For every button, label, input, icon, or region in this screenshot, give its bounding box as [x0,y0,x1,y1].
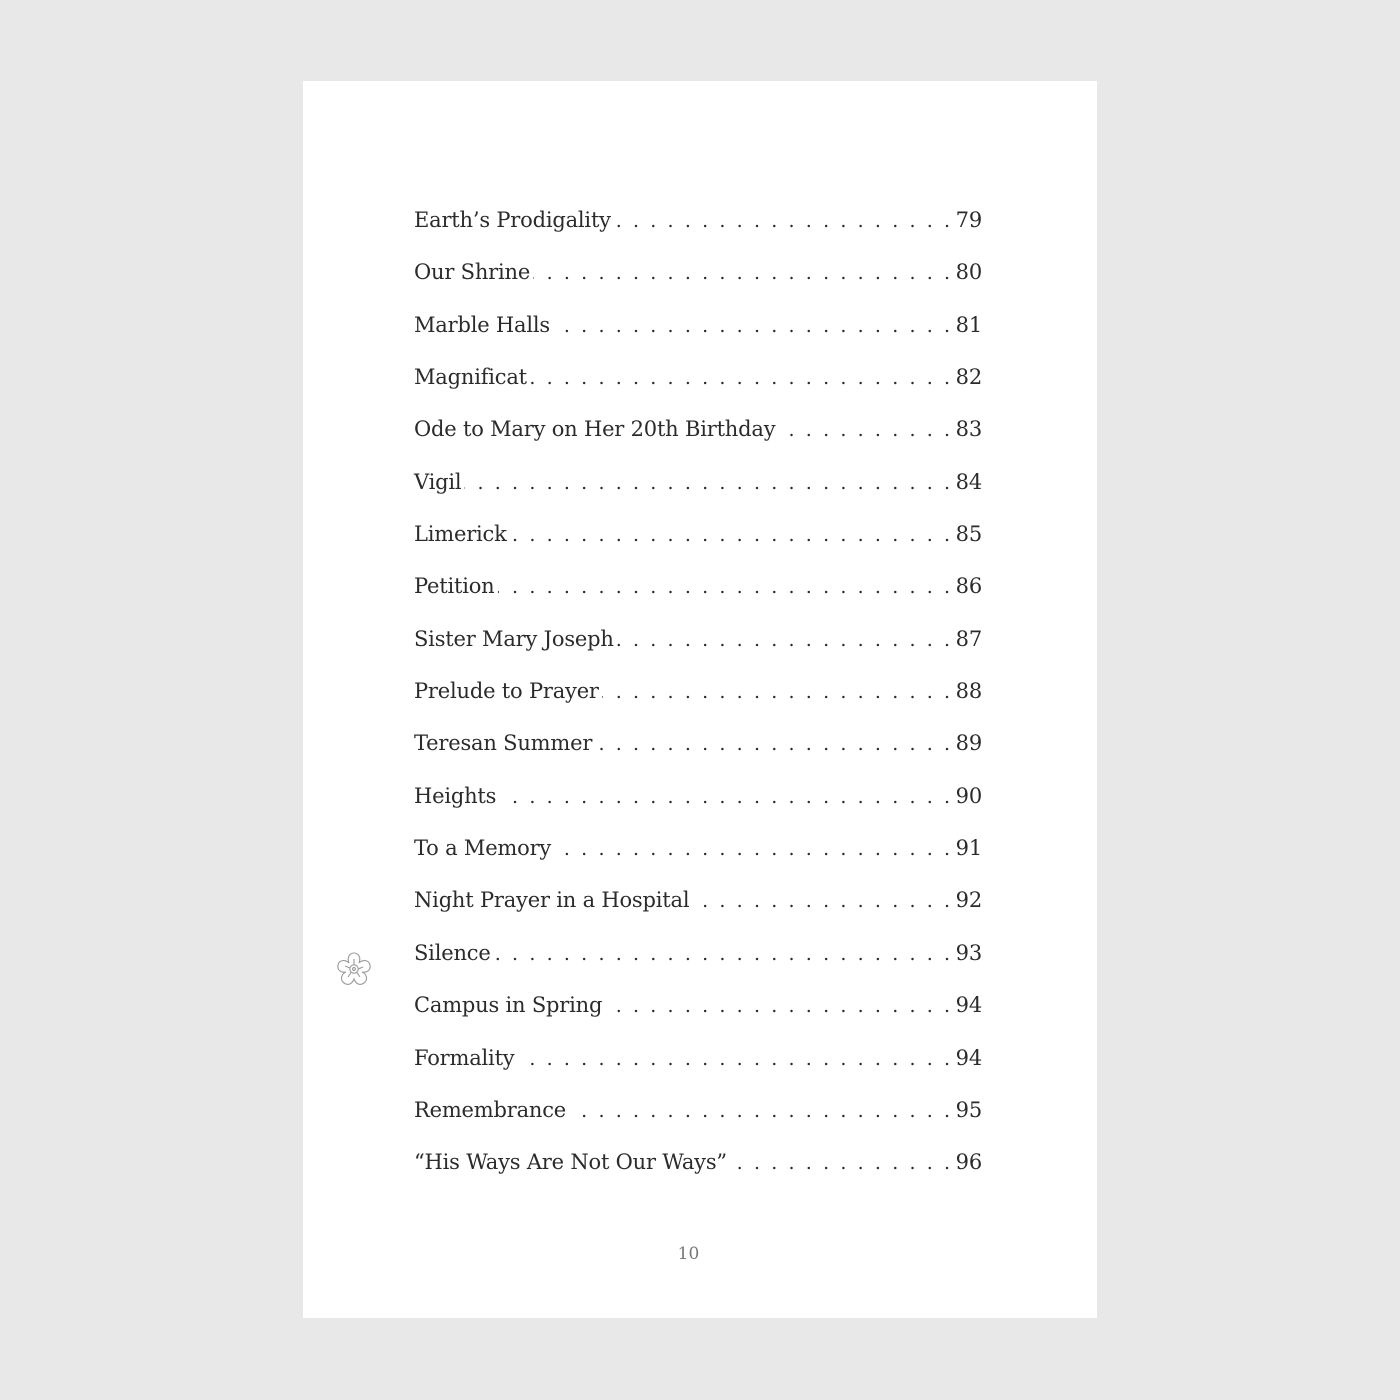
dot-leader [569,1100,953,1122]
toc-entry[interactable] [414,993,982,1045]
toc-entry[interactable] [414,417,982,469]
dot-leader [614,210,953,232]
toc-entry[interactable] [414,1150,982,1202]
toc-entry[interactable] [414,731,982,783]
toc-entry[interactable] [414,784,982,836]
toc-entry-page-number: 95 [955,1097,982,1122]
dot-leader [494,943,953,965]
toc-entry-title: Marble Halls [414,312,550,337]
toc-entry[interactable] [414,574,982,626]
table-of-contents [414,208,982,1203]
toc-entry[interactable] [414,888,982,940]
toc-entry-page-number: 87 [955,626,982,651]
dot-leader [730,1152,953,1174]
toc-entry[interactable] [414,679,982,731]
dot-leader [499,786,952,808]
toc-entry-page-number: 83 [955,417,982,442]
toc-entry-title: Teresan Summer [414,731,593,756]
toc-entry[interactable] [414,1046,982,1098]
dot-leader [554,838,953,860]
toc-entry-page-number: 91 [955,836,982,861]
toc-entry-page-number: 81 [955,312,982,337]
toc-entry-title: To a Memory [414,836,552,861]
toc-entry-title: Sister Mary Joseph [414,626,614,651]
toc-entry-title: Remembrance [414,1097,567,1122]
toc-entry-page-number: 89 [955,731,982,756]
toc-entry-page-number: 94 [955,993,982,1018]
dot-leader [530,367,953,389]
dot-leader [498,576,953,598]
toc-entry-title: Heights [414,783,497,808]
dot-leader [517,1048,952,1070]
toc-entry-page-number: 94 [955,1045,982,1070]
toc-entry-page-number: 90 [955,783,982,808]
toc-entry[interactable] [414,260,982,312]
toc-entry-title: Silence [414,940,491,965]
toc-entry-title: Magnificat [414,365,527,390]
toc-entry-title: Vigil [414,469,462,494]
toc-entry-title: Night Prayer in a Hospital [414,888,690,913]
toc-entry-page-number: 80 [955,260,982,285]
dot-leader [602,681,953,703]
toc-entry[interactable] [414,208,982,260]
toc-entry-page-number: 92 [955,888,982,913]
toc-entry-title: Campus in Spring [414,993,603,1018]
toc-entry[interactable] [414,627,982,679]
page-number: 10 [677,1244,700,1264]
toc-entry-title: Our Shrine [414,260,531,285]
toc-entry-page-number: 88 [955,679,982,704]
toc-entry-title: “His Ways Are Not Our Ways” [414,1150,727,1175]
toc-entry-page-number: 79 [955,208,982,232]
toc-entry[interactable] [414,1098,982,1150]
toc-entry-title: Limerick [414,522,507,547]
book-page [303,81,1097,1318]
dot-leader [533,262,953,284]
dot-leader [464,472,952,494]
dot-leader [605,995,952,1017]
toc-entry-title: Prelude to Prayer [414,679,599,704]
toc-entry[interactable] [414,365,982,417]
dot-leader [617,629,953,651]
toc-entry-page-number: 85 [955,522,982,547]
toc-entry-page-number: 84 [955,469,982,494]
toc-entry[interactable] [414,836,982,888]
dot-leader [510,524,953,546]
flower-ornament-icon [330,947,378,995]
dot-leader [553,315,953,337]
toc-entry-title: Formality [414,1045,515,1070]
dot-leader [778,419,952,441]
toc-entry[interactable] [414,313,982,365]
toc-entry-page-number: 93 [955,940,982,965]
toc-entry[interactable] [414,941,982,993]
toc-entry[interactable] [414,470,982,522]
toc-entry[interactable] [414,522,982,574]
dot-leader [595,733,953,755]
toc-entry-page-number: 96 [955,1150,982,1175]
dot-leader [692,890,952,912]
toc-entry-page-number: 82 [955,365,982,390]
toc-entry-title: Ode to Mary on Her 20th Birthday [414,417,776,442]
toc-entry-title: Petition [414,574,495,599]
toc-entry-page-number: 86 [955,574,982,599]
toc-entry-title: Earth’s Prodigality [414,208,611,232]
